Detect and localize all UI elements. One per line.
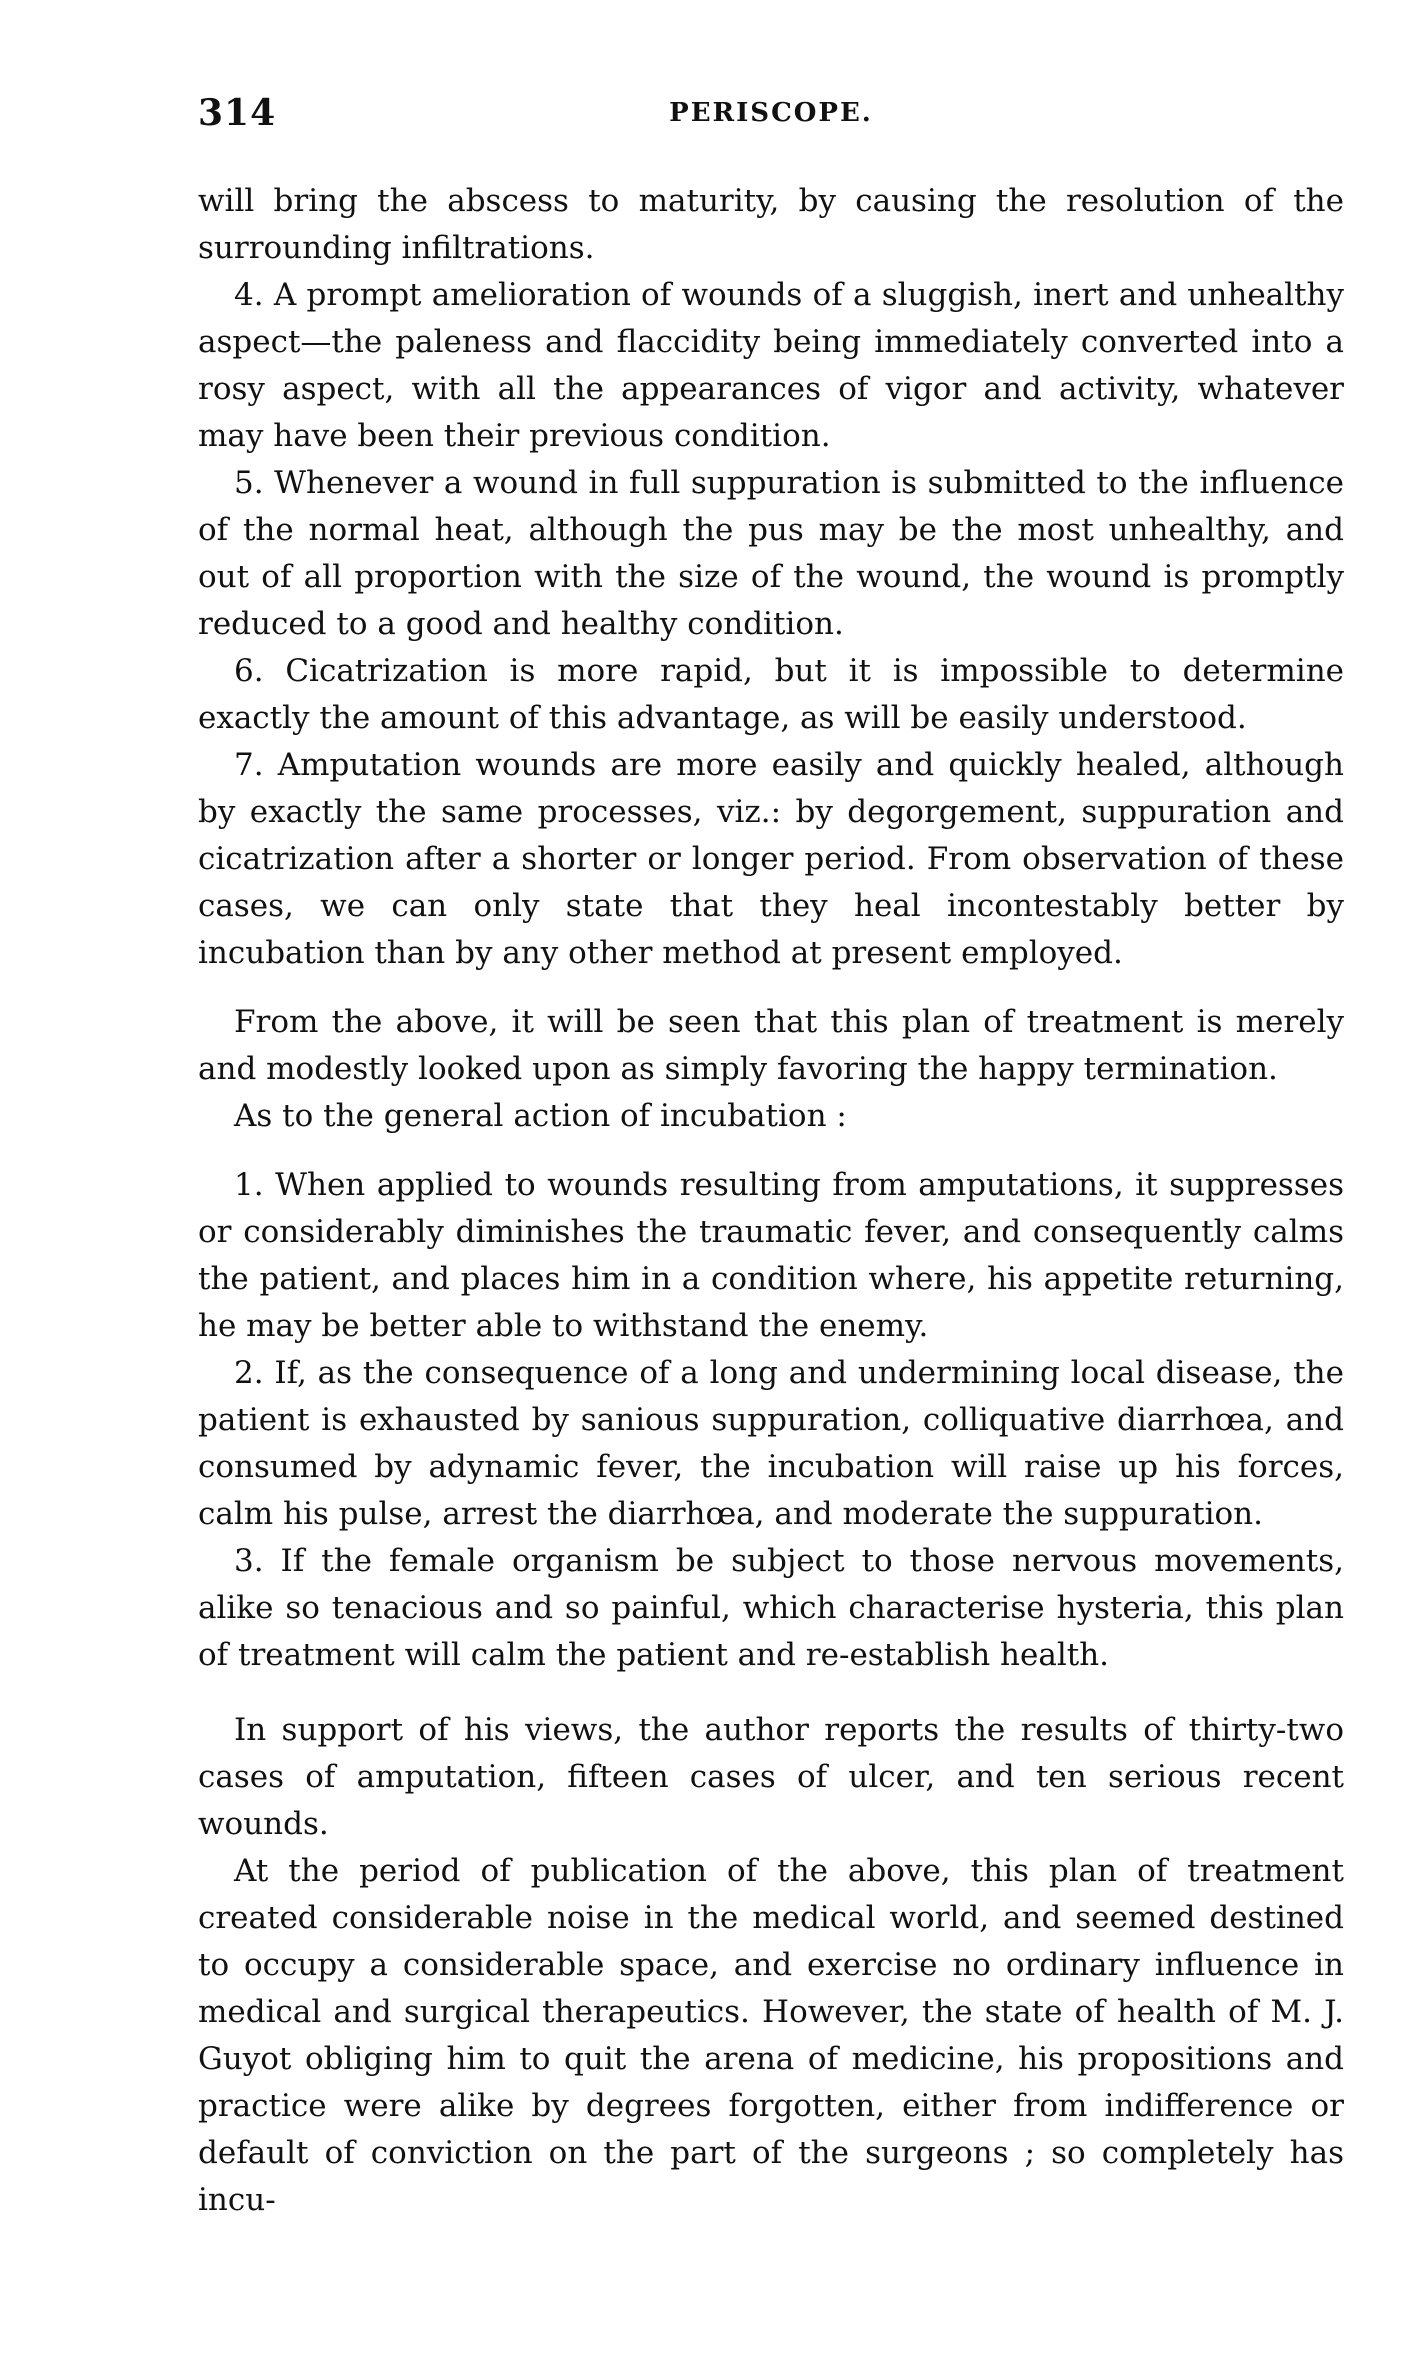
paragraph-conclusion: At the period of publication of the above, this plan of treatment created considerable noise in the medical world, and seemed destined to occupy a considerable space, and exercise no ordinary influence in medical and surgical therapeutics. However, the state of health of M. J. Guyot obliging him to quit the arena of medicine, his propositions and practice were alike by degrees forgotten, either from indifference or default of conviction on the part of the surgeons ; so completely has incu- [198,1853,1344,2218]
paragraph-action-1: 1. When applied to wounds resulting from amputations, it suppresses or considerably diminishes the traumatic fever, and consequently calms the patient, and places him in a condition where, his appetite returning, he may be better able to withstand the enemy. [198,1167,1344,1344]
page-header [198,92,1344,152]
paragraph-item-5: 5. Whenever a wound in full suppuration is submitted to the influence of the normal heat, although the pus may be the most unhealthy, and out of all proportion with the size of the wound, the wound is promptly reduced to a good and healthy condition. [198,465,1344,642]
paragraph-item-7: 7. Amputation wounds are more easily and quickly healed, although by exactly the same processes, viz.: by degorgement, suppuration and cicatrization after a shorter or longer period. From observation of these cases, we can only state that they heal incontestably better by incubation than by any other method at present employed. [198,747,1344,971]
paragraph-summary: From the above, it will be seen that this plan of treatment is merely and modestly looked upon as simply favoring the happy termination. [198,1004,1344,1087]
paragraph-action-2: 2. If, as the consequence of a long and undermining local disease, the patient is exhausted by sanious suppuration, colliquative diarrhœa, and consumed by adynamic fever, the incubation will raise up his forces, calm his pulse, arrest the diarrhœa, and moderate the suppuration. [198,1355,1344,1532]
paragraph-item-6: 6. Cicatrization is more rapid, but it is impossible to determine exactly the amount of this advantage, as will be easily understood. [198,653,1344,736]
page-number: 314 [198,92,277,134]
paragraph-action-3: 3. If the female organism be subject to those nervous movements, alike so tenacious and so painful, which characterise hysteria, this plan of treatment will calm the patient and re-establish health. [198,1543,1344,1673]
paragraph-general-action: As to the general action of incubation : [234,1098,847,1134]
document-page [198,92,1344,2224]
paragraph-support: In support of his views, the author reports the results of thirty-two cases of amputation, fifteen cases of ulcer, and ten serious recent wounds. [198,1712,1344,1842]
running-title: PERISCOPE. [669,98,873,128]
paragraph-continuation: will bring the abscess to maturity, by causing the resolution of the surrounding infiltrations. [198,183,1344,266]
body-text [198,178,1344,2224]
paragraph-item-4: 4. A prompt amelioration of wounds of a sluggish, inert and unhealthy aspect—the paleness and flaccidity being immediately converted into a rosy aspect, with all the appearances of vigor and activity, whatever may have been their previous condition. [198,277,1344,454]
